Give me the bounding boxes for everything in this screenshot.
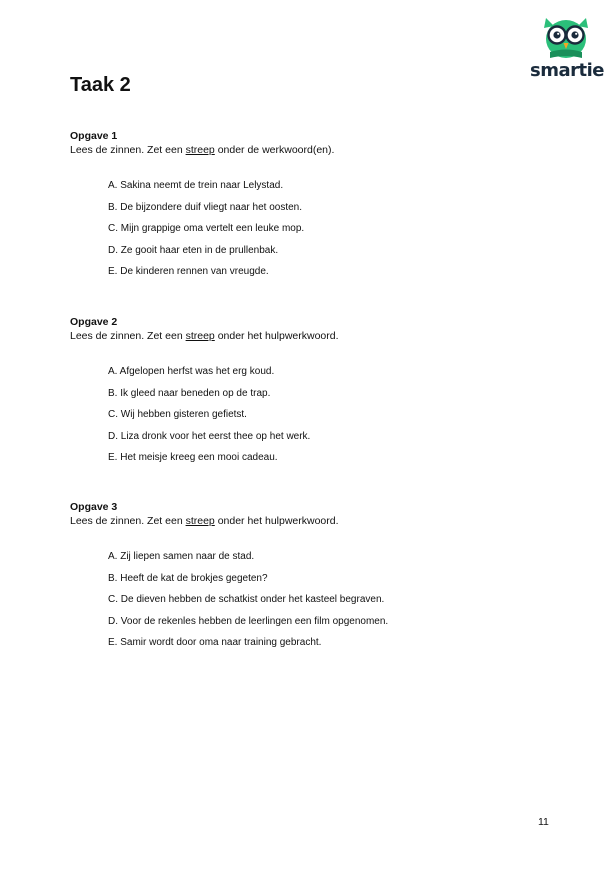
page-number: 11 (538, 816, 549, 828)
sentence-list (108, 179, 570, 278)
list-item: A. Sakina neemt de trein naar Lelystad. (108, 180, 284, 191)
list-item: E. Samir wordt door oma naar training gebracht. (108, 637, 322, 648)
list-item: A. Afgelopen herfst was het erg koud. (108, 366, 275, 377)
list-item: B. Heeft de kat de brokjes gegeten? (108, 572, 268, 584)
exercise-2 (70, 315, 570, 473)
list-item: B. De bijzondere duif vliegt naar het oosten. (108, 201, 303, 213)
list-item: B. Ik gleed naar beneden op de trap. (108, 387, 271, 399)
list-item: A. Zij liepen samen naar de stad. (108, 551, 255, 562)
underlined-word: streep (185, 330, 215, 342)
exercise-1 (70, 129, 570, 287)
exercise-heading: Opgave 2 (70, 316, 118, 328)
underlined-word: streep (185, 144, 215, 156)
list-item: C. De dieven hebben de schatkist onder het kasteel begraven. (108, 594, 385, 605)
list-item: D. Ze gooit haar eten in de prullenbak. (108, 244, 279, 256)
list-item: D. Voor de rekenles hebben de leerlingen een film opgenomen. (108, 615, 389, 627)
list-item: C. Wij hebben gisteren gefietst. (108, 409, 247, 420)
exercise-heading: Opgave 1 (70, 130, 118, 142)
exercise-instruction: Lees de zinnen. Zet een streep onder het hulpwerkwoord. (70, 330, 339, 342)
list-item: C. Mijn grappige oma vertelt een leuke mop. (108, 223, 305, 234)
logo-wordmark: smartie (530, 60, 604, 81)
exercise-instruction: Lees de zinnen. Zet een streep onder het hulpwerkwoord. (70, 515, 339, 527)
list-item: E. Het meisje kreeg een mooi cadeau. (108, 452, 278, 463)
exercise-instruction: Lees de zinnen. Zet een streep onder de werkwoord(en). (70, 144, 335, 156)
page-title: Taak 2 (70, 74, 131, 96)
list-item: D. Liza dronk voor het eerst thee op het werk. (108, 430, 311, 442)
sentence-list (108, 365, 570, 464)
sentence-list (108, 550, 570, 649)
exercise-3 (70, 500, 570, 658)
underlined-word: streep (185, 515, 215, 527)
exercise-heading: Opgave 3 (70, 501, 118, 513)
owl-icon (540, 14, 592, 60)
list-item: E. De kinderen rennen van vreugde. (108, 266, 269, 277)
smartie-logo (530, 14, 602, 84)
